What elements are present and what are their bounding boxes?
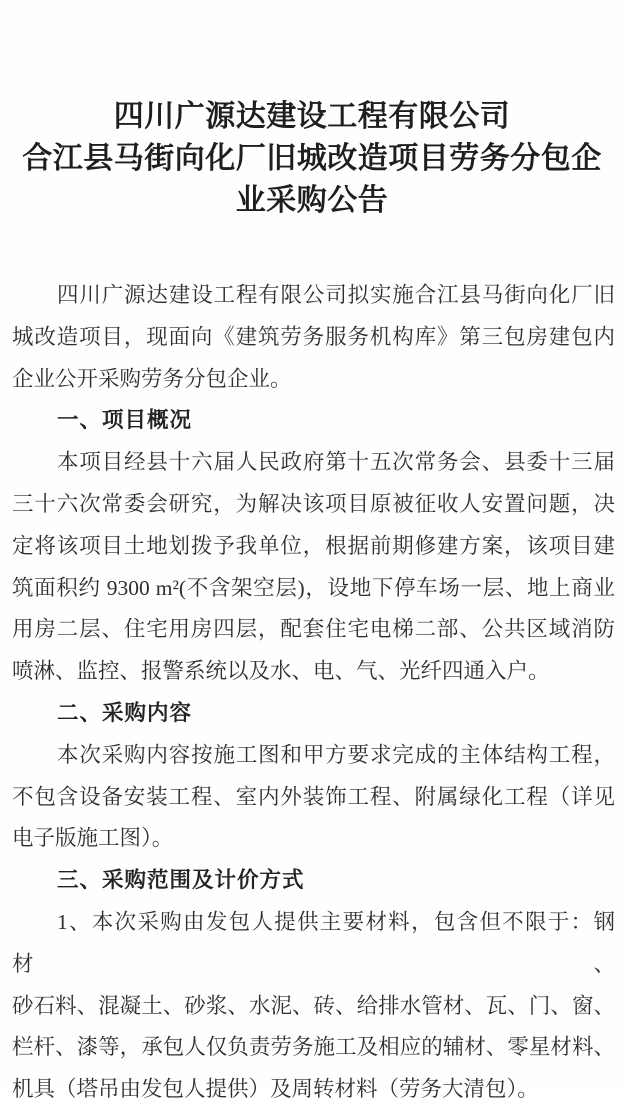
text-line: 本项目经县十六届人民政府第十五次常务会、县委十三届: [57, 450, 615, 475]
text-line: 城改造项目，现面向《建筑劳务服务机构库》第三包房建包内: [12, 324, 615, 349]
text-line: 定将该项目土地划拨予我单位，根据前期修建方案，该项目建: [12, 533, 615, 558]
text-line: 四川广源达建设工程有限公司拟实施合江县马街向化厂旧: [57, 283, 615, 307]
section-heading: 三、采购范围及计价方式: [57, 868, 305, 893]
text-line: 不包含设备安装工程、室内外装饰工程、附属绿化工程（详见: [12, 784, 615, 809]
text-line: 用房二层、住宅用房四层，配套住宅电梯二部、公共区域消防: [12, 617, 615, 642]
text-line: 栏杆、漆等，承包人仅负责劳务施工及相应的辅材、零星材料、: [12, 1035, 615, 1060]
paragraph: [12, 442, 615, 693]
text-line: 企业公开采购劳务分包企业。: [12, 366, 292, 391]
text-line: 喷淋、监控、报警系统以及水、电、气、光纤四通入户。: [12, 659, 550, 684]
text-line: 三十六次常委会研究，为解决该项目原被征收人安置问题，决: [12, 491, 615, 516]
paragraph: [12, 735, 615, 860]
section-heading: 二、采购内容: [57, 700, 193, 725]
text-line: 电子版施工图）。: [12, 826, 174, 851]
section-heading: 一、项目概况: [57, 408, 193, 433]
text-line: 机具（塔吊由发包人提供）及周转材料（劳务大清包）。: [12, 1077, 539, 1102]
paragraph: [12, 275, 615, 400]
title-line: 合江县马街向化厂旧城改造项目劳务分包企: [22, 142, 602, 175]
title-line: 四川广源达建设工程有限公司: [113, 100, 511, 133]
document-title: [0, 0, 624, 222]
paragraph: [12, 902, 615, 1111]
text-line: 1、本次采购由发包人提供主要材料，包含但不限于：钢材、: [12, 909, 615, 976]
text-line: 砂石料、混凝土、砂浆、水泥、砖、给排水管材、瓦、门、窗、: [12, 993, 615, 1018]
text-line: 本次采购内容按施工图和甲方要求完成的主体结构工程，: [57, 742, 615, 767]
text-line: 筑面积约 9300 m²(不含架空层)，设地下停车场一层、地上商业: [12, 575, 615, 600]
document-body: [12, 275, 615, 1111]
title-line: 业采购公告: [235, 184, 389, 217]
